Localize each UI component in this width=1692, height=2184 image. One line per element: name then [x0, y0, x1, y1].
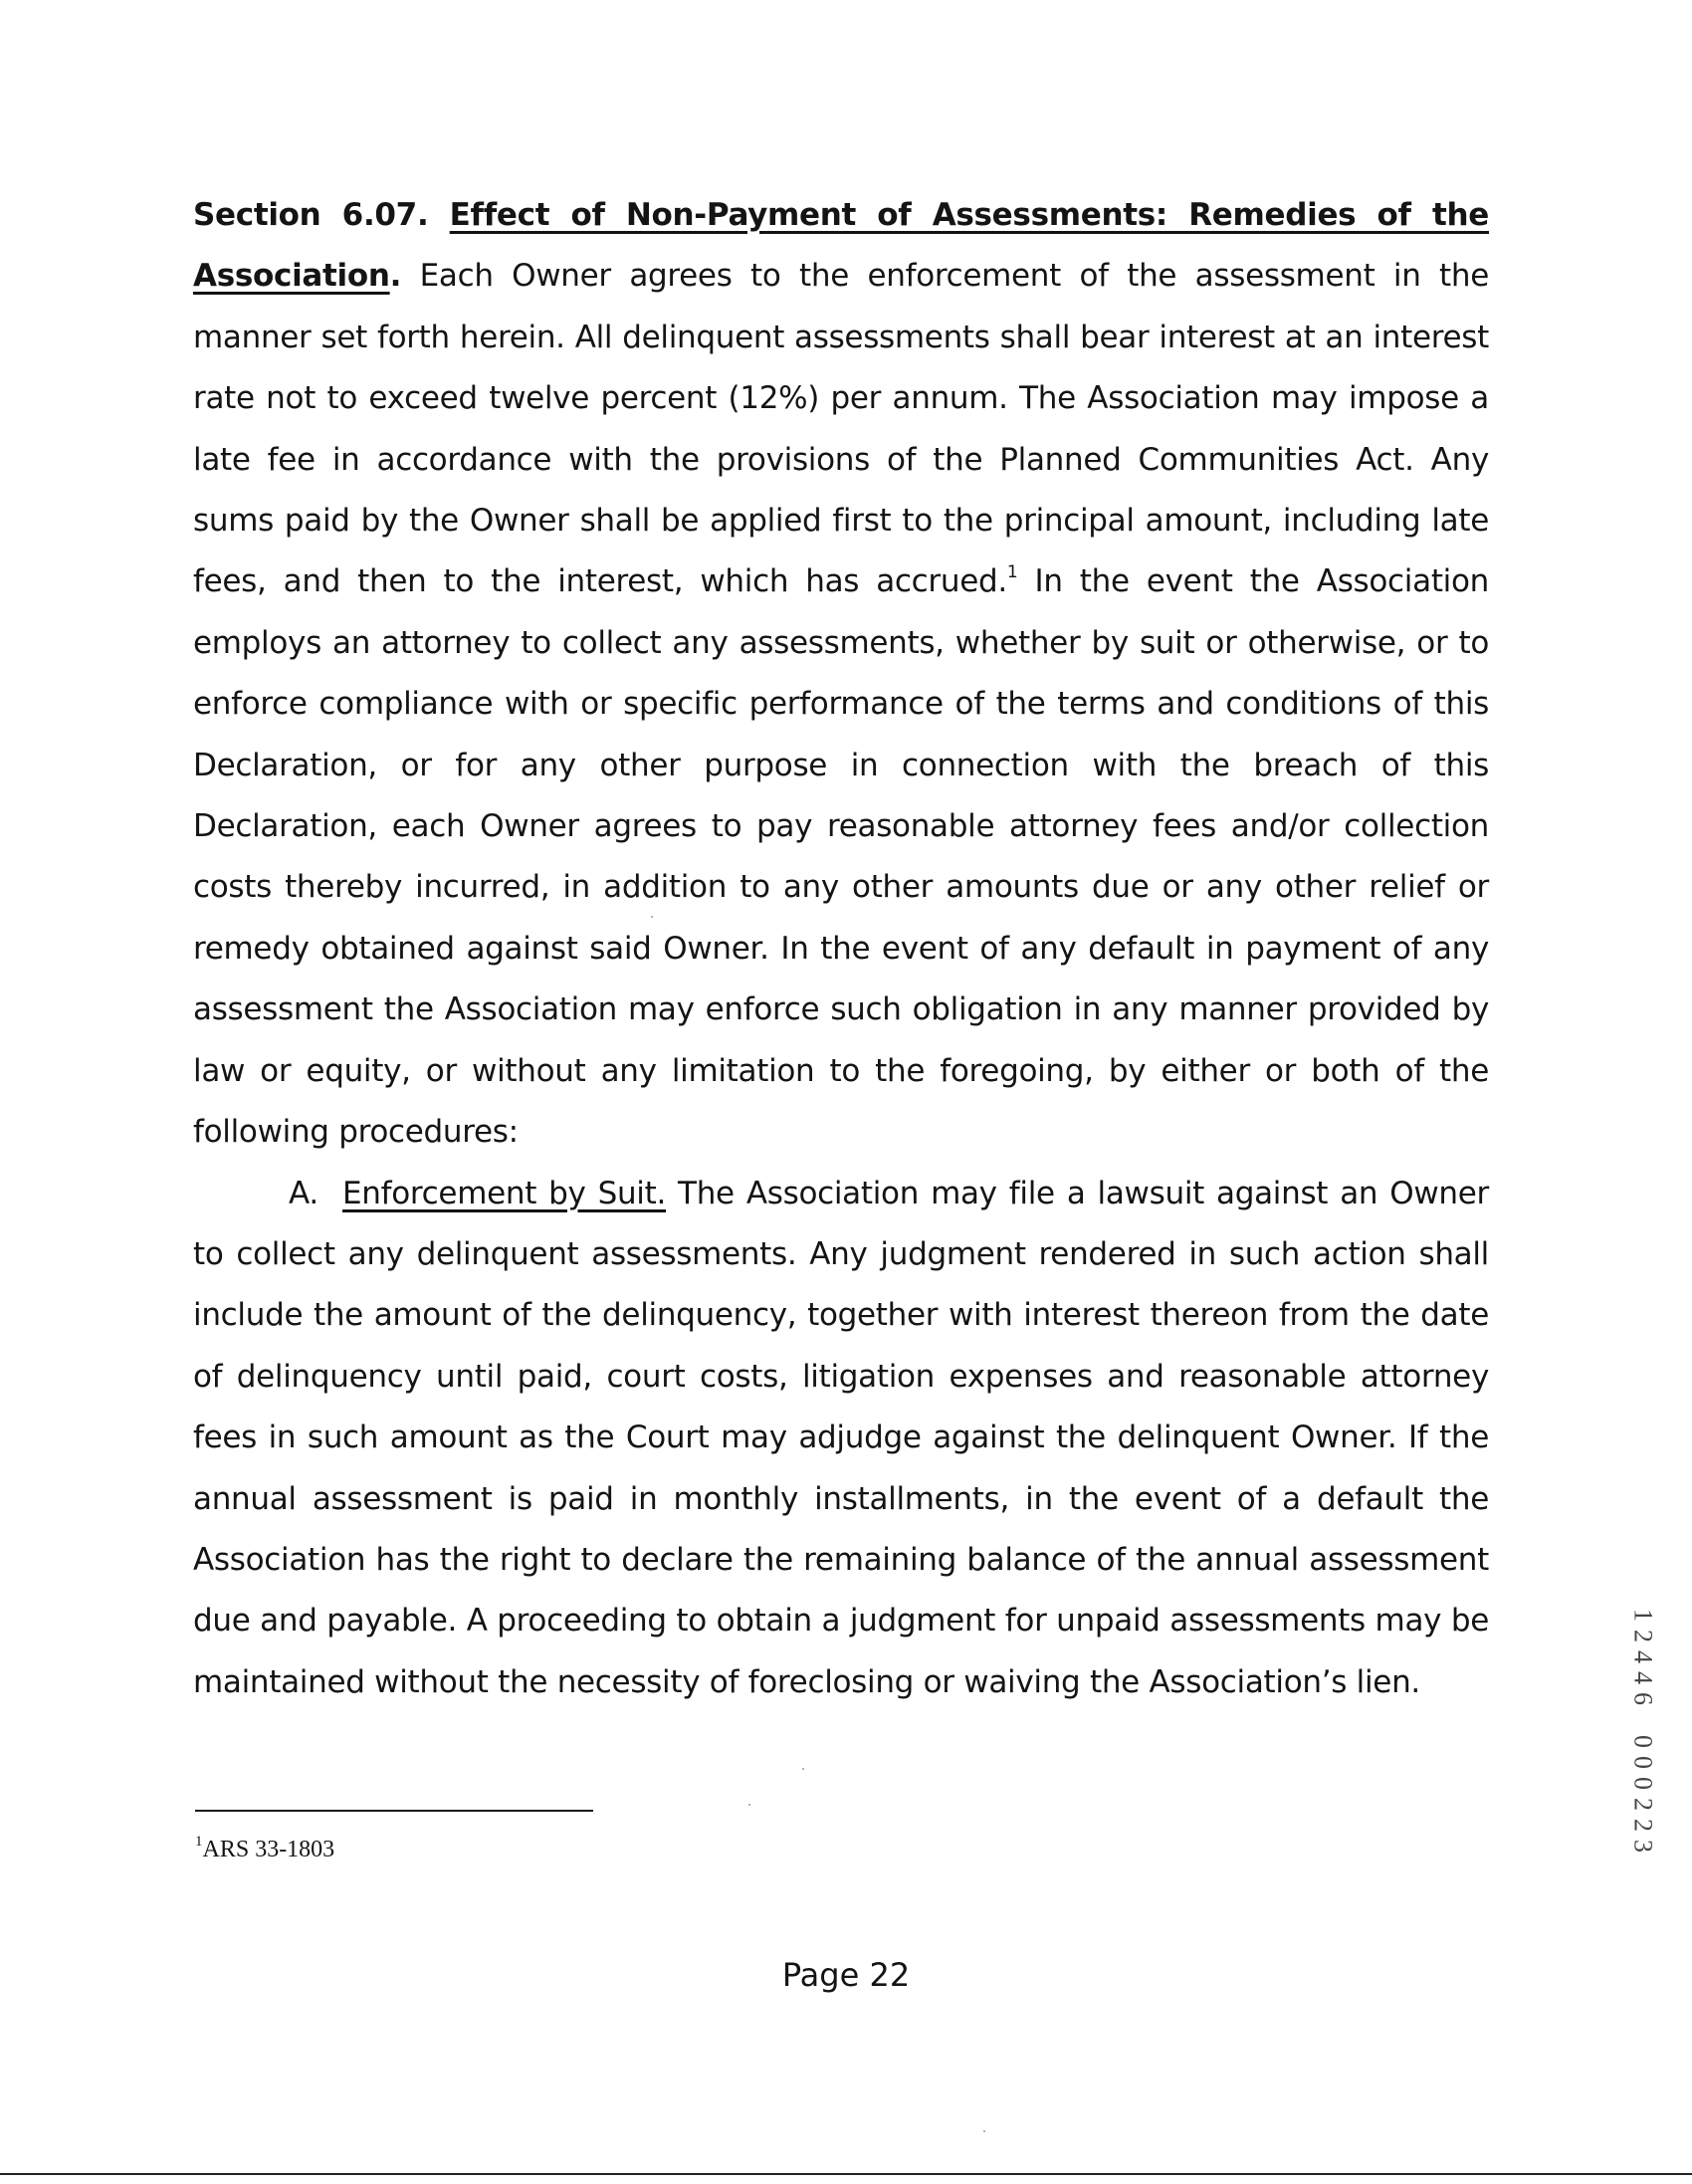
section-paragraph: [193, 185, 1489, 1164]
stamp-digit: 4: [1628, 1650, 1658, 1663]
stamp-digit: 0: [1628, 1777, 1658, 1790]
scan-speck: [802, 1768, 804, 1770]
scan-speck: [651, 916, 653, 918]
footnote-separator: [195, 1810, 593, 1812]
stamp-digit: 2: [1628, 1798, 1658, 1811]
footnote-text: ARS 33-1803: [202, 1837, 335, 1862]
stamp-digit: 0: [1628, 1735, 1658, 1748]
section-body-text-continued: In the event the Association employs an attorney to collect any assessments, whether by suit or otherwise, or to enforce compliance with or specific performance of the terms and conditions of this Declaration, or for any other purpose in connection with the breach of this Declaration, each Owner agrees to pay reasonable attorney fees and/or collection costs thereby incurred, in addition to any other amounts due or any other relief or remedy obtained against said Owner. In the event of any default in payment of any assessment the Association may enforce such obligation in any manner provided by law or equity, or without any limitation to the foregoing, by either or both of the following procedures:: [193, 563, 1489, 1151]
footnote-marker: 1: [195, 1834, 203, 1850]
stamp-digit: 3: [1628, 1840, 1658, 1853]
stamp-digit: 2: [1628, 1630, 1658, 1642]
scan-speck: [983, 2130, 985, 2132]
footnote: [195, 1830, 334, 1869]
stamp-digit: 0: [1628, 1756, 1658, 1769]
stamp-digit: 4: [1628, 1671, 1658, 1684]
scan-speck: [748, 1804, 750, 1806]
subsection-a-paragraph: [193, 1164, 1489, 1714]
section-number: Section 6.07.: [193, 197, 429, 233]
stamp-digit: 6: [1628, 1692, 1658, 1705]
recording-number-stamp: [1626, 1605, 1660, 1856]
stamp-digit: 2: [1628, 1819, 1658, 1832]
footnote-reference: 1: [1006, 562, 1018, 583]
stamp-digit: 1: [1628, 1609, 1658, 1622]
scan-bottom-edge: [0, 2173, 1692, 2175]
subsection-a-label: A.: [289, 1175, 318, 1211]
section-body-text: Each Owner agrees to the enforcement of the assessment in the manner set forth herein. All delinquent assessments shall bear interest at an interest rate not to exceed twelve percent (12%) per annum. The Association may impose a late fee in accordance with the provisions of the Planned Communities Act. Any sums paid by the Owner shall be applied first to the principal amount, including late fees, and then to the interest, which has accrued.: [193, 258, 1489, 600]
subsection-a-body: The Association may file a lawsuit against an Owner to collect any delinquent assessments. Any judgment rendered in such action shall include the amount of the delinquency, together with interest thereon from the date of delinquency until paid, court costs, litigation expenses and reasonable attorney fees in such amount as the Court may adjudge against the delinquent Owner. If the annual assessment is paid in monthly installments, in the event of a default the Association has the right to declare the remaining balance of the annual assessment due and payable. A proceeding to obtain a judgment for unpaid assessments may be maintained without the necessity of foreclosing or waiving the Association’s lien.: [193, 1175, 1489, 1700]
section-title: Effect of Non-Payment of Assessments: Remedies of the Association: [193, 197, 1489, 295]
subsection-a-title: Enforcement by Suit.: [342, 1175, 667, 1211]
page-number: Page 22: [781, 1956, 911, 1994]
document-body: [193, 185, 1489, 1713]
section-title-period: .: [389, 258, 402, 295]
